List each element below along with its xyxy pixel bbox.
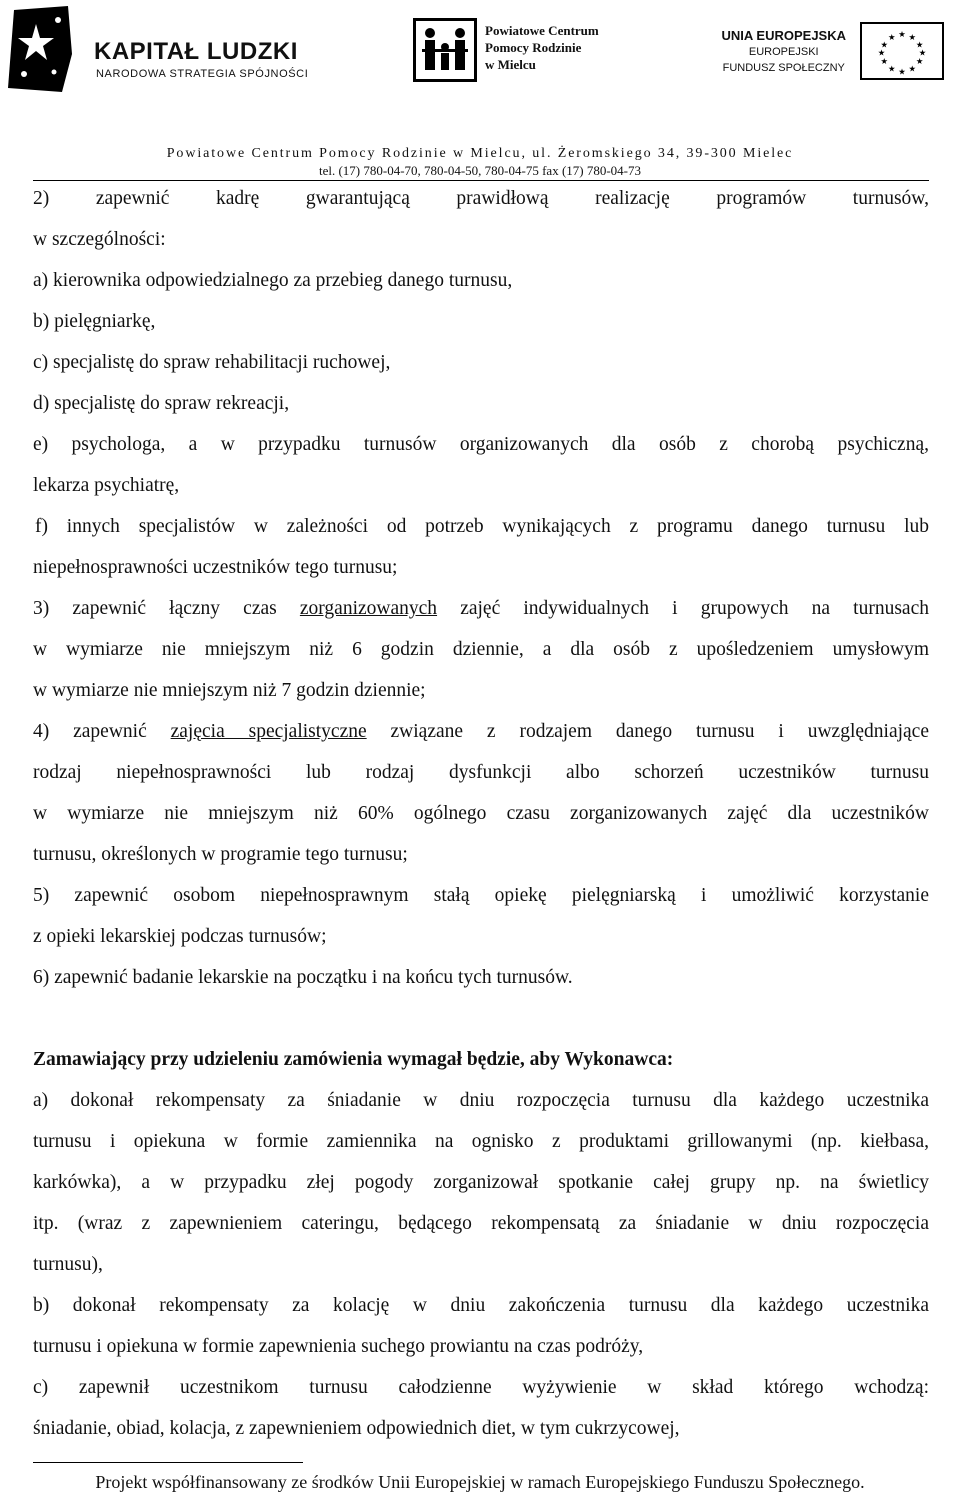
ue-text bbox=[722, 28, 846, 76]
section-heading: Zamawiający przy udzieleniu zamówienia wymagał będzie, aby Wykonawca: bbox=[33, 1049, 674, 1070]
paragraph-gap bbox=[33, 998, 929, 1039]
pcpr-line-1: Powiatowe Centrum bbox=[485, 23, 599, 38]
pcpr-name bbox=[485, 22, 599, 73]
document-body bbox=[33, 178, 929, 1449]
text-line: turnusu, określonych w programie tego turnusu; bbox=[33, 844, 408, 865]
text-line: e) psychologa, a w przypadku turnusów organizowanych dla osób z chorobą psychiczną, bbox=[33, 434, 929, 455]
text-line: f) innych specjalistów w zależności od potrzeb wynikających z programu danego turnusu lub bbox=[35, 516, 929, 537]
text-line: turnusu i opiekuna w formie zapewnienia suchego prowiantu na czas podróży, bbox=[33, 1336, 644, 1357]
text-line: a) kierownika odpowiedzialnego za przebieg danego turnusu, bbox=[33, 270, 513, 291]
text-line: rodzaj niepełnosprawności lub rodzaj dysfunkcji albo schorzeń uczestników turnusu bbox=[33, 762, 929, 783]
text-line bbox=[33, 588, 929, 629]
ue-logo bbox=[722, 22, 954, 82]
kapital-ludzki-title: KAPITAŁ LUDZKI bbox=[94, 38, 298, 65]
text-span: związane z rodzajem danego turnusu i uwzględniające bbox=[366, 721, 929, 742]
svg-text:★: ★ bbox=[915, 56, 924, 67]
pcpr-line-3: w Mielcu bbox=[485, 57, 536, 72]
text-span: 3) zapewnić łączny czas bbox=[33, 598, 300, 619]
svg-text:★: ★ bbox=[898, 29, 906, 40]
svg-text:★: ★ bbox=[880, 39, 889, 50]
family-icon bbox=[413, 18, 477, 82]
text-line: b) pielęgniarkę, bbox=[33, 311, 156, 332]
text-line: lekarza psychiatrę, bbox=[33, 475, 180, 496]
svg-text:★: ★ bbox=[908, 63, 916, 74]
svg-text:★: ★ bbox=[888, 63, 896, 74]
text-line: itp. (wraz z zapewnieniem cateringu, będącego rekompensatą za śniadanie w dniu rozpoczęcia bbox=[33, 1213, 929, 1234]
text-line: karkówka), a w przypadku złej pogody zorganizował spotkanie całej grupy np. na świetlicy bbox=[33, 1172, 929, 1193]
svg-text:★: ★ bbox=[898, 66, 906, 77]
footer-text: Projekt współfinansowany ze środków Unii Europejskiej w ramach Europejskiego Funduszu Społecznego. bbox=[95, 1472, 865, 1492]
text-line: b) dokonał rekompensaty za kolację w dniu zakończenia turnusu dla każdego uczestnika bbox=[33, 1295, 929, 1316]
svg-text:★: ★ bbox=[888, 31, 896, 42]
text-line: niepełnosprawności uczestników tego turnusu; bbox=[33, 557, 398, 578]
svg-text:★: ★ bbox=[880, 56, 889, 67]
underlined-term: zorganizowanych bbox=[299, 598, 438, 619]
eu-flag-icon bbox=[860, 22, 944, 80]
text-line: w wymiarze nie mniejszym niż 7 godzin dziennie; bbox=[33, 680, 426, 701]
footer-divider bbox=[33, 1462, 303, 1463]
text-line: a) dokonał rekompensaty za śniadanie w dniu rozpoczęcia turnusu dla każdego uczestnika bbox=[33, 1090, 929, 1111]
text-line: w szczególności: bbox=[33, 229, 166, 250]
text-line: w wymiarze nie mniejszym niż 60% ogólnego czasu zorganizowanych zajęć dla uczestników bbox=[33, 803, 929, 824]
pcpr-line-2: Pomocy Rodzinie bbox=[485, 40, 582, 55]
text-line: z opieki lekarskiej podczas turnusów; bbox=[33, 926, 327, 947]
ue-line-1: UNIA EUROPEJSKA bbox=[721, 28, 846, 43]
text-line: c) specjalistę do spraw rehabilitacji ruchowej, bbox=[33, 352, 391, 373]
svg-text:★: ★ bbox=[918, 47, 927, 58]
text-line: turnusu), bbox=[33, 1254, 103, 1275]
text-line: d) specjalistę do spraw rekreacji, bbox=[33, 393, 290, 414]
text-line: śniadanie, obiad, kolacja, z zapewnieniem odpowiednich diet, w tym cukrzycowej, bbox=[33, 1418, 680, 1439]
text-span: 4) zapewnić bbox=[33, 721, 171, 742]
svg-text:★: ★ bbox=[908, 31, 916, 42]
text-line: c) zapewnił uczestnikom turnusu całodzienne wyżywienie w skład którego wchodzą: bbox=[33, 1377, 929, 1398]
text-line bbox=[33, 711, 929, 752]
kapital-ludzki-subtitle: NARODOWA STRATEGIA SPÓJNOŚCI bbox=[96, 68, 309, 80]
text-span: zajęć indywidualnych i grupowych na turnusach bbox=[437, 598, 929, 619]
text-line: turnusu i opiekuna w formie zamiennika na ognisko z produktami grillowanymi (np. kiełbasa, bbox=[33, 1131, 929, 1152]
header-contact: tel. (17) 780-04-70, 780-04-50, 780-04-75 fax (17) 780-04-73 bbox=[318, 163, 642, 178]
ue-line-3: FUNDUSZ SPOŁECZNY bbox=[722, 62, 845, 74]
svg-text:★: ★ bbox=[877, 47, 886, 58]
underlined-term: zajęcia specjalistyczne bbox=[170, 721, 367, 742]
ue-line-2: EUROPEJSKI bbox=[748, 46, 819, 58]
svg-text:★: ★ bbox=[915, 39, 924, 50]
kapital-ludzki-star-icon bbox=[6, 4, 76, 94]
text-line: 5) zapewnić osobom niepełnosprawnym stałą opiekę pielęgniarską i umożliwić korzystanie bbox=[33, 885, 929, 906]
header-address: Powiatowe Centrum Pomocy Rodzinie w Mielcu, ul. Żeromskiego 34, 39-300 Mielec bbox=[166, 146, 794, 161]
letterhead bbox=[0, 0, 960, 178]
text-line: 6) zapewnić badanie lekarskie na początku i na końcu tych turnusów. bbox=[33, 967, 573, 988]
text-line: 2) zapewnić kadrę gwarantującą prawidłową realizację programów turnusów, bbox=[33, 188, 929, 209]
text-line: w wymiarze nie mniejszym niż 6 godzin dziennie, a dla osób z upośledzeniem umysłowym bbox=[33, 639, 929, 660]
